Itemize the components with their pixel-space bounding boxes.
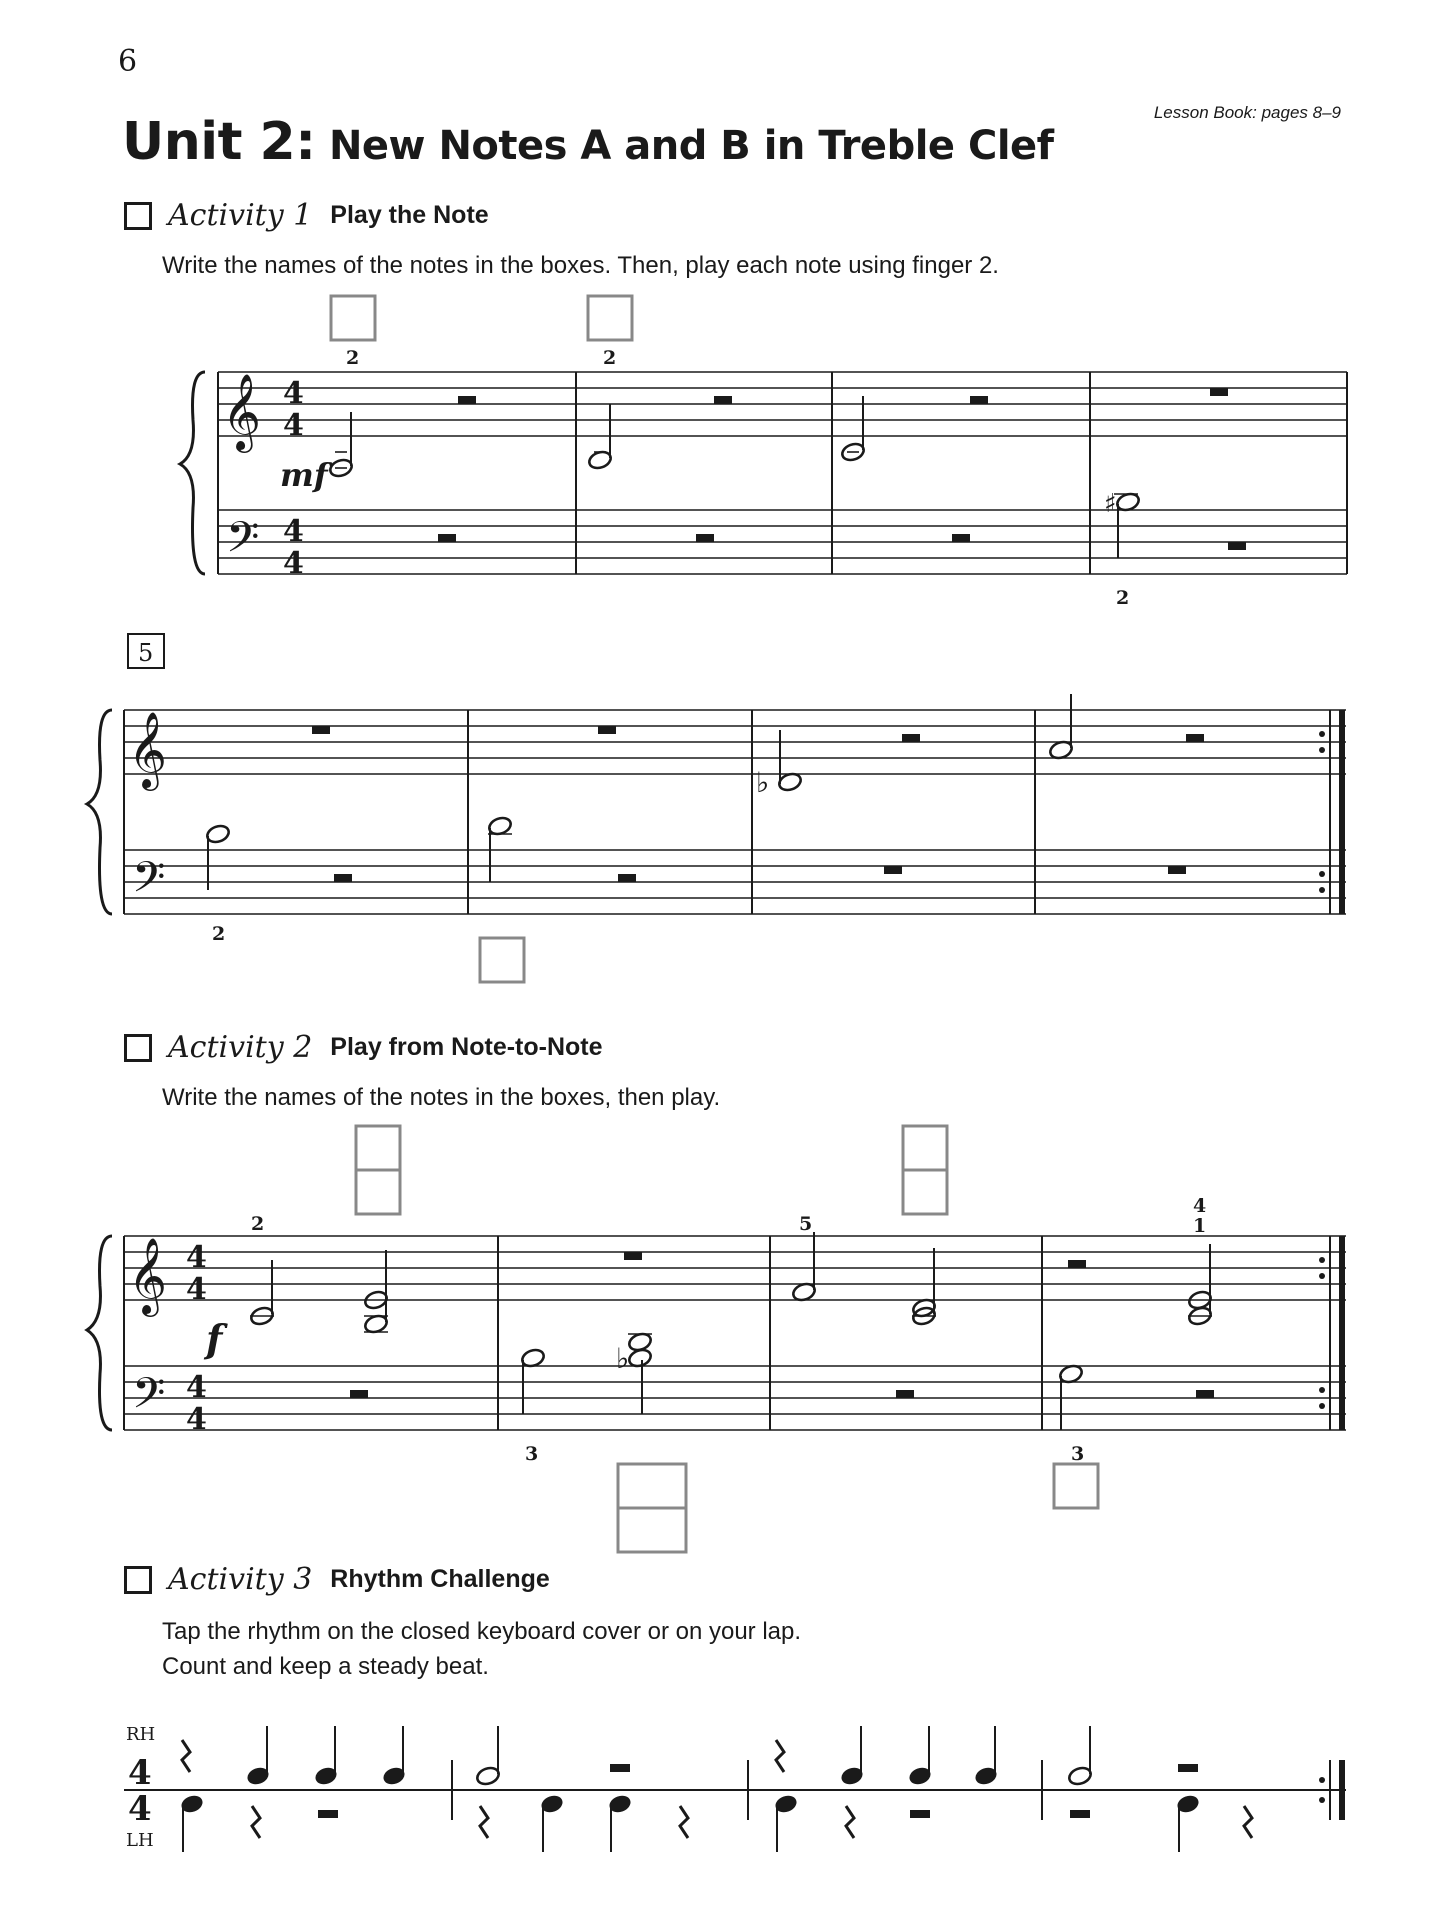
system-2 bbox=[87, 634, 1346, 982]
chord bbox=[911, 1248, 937, 1327]
answer-box[interactable] bbox=[903, 1126, 947, 1170]
treble-clef-icon: 𝄞 bbox=[128, 711, 168, 788]
unit-label: Unit 2: bbox=[122, 112, 316, 172]
svg-text:4: 4 bbox=[1193, 1195, 1207, 1217]
activity-1-instruction: Write the names of the notes in the boxes. Then, play each note using finger 2. bbox=[162, 252, 999, 279]
half-note bbox=[840, 396, 866, 463]
half-note bbox=[328, 412, 354, 479]
answer-box[interactable] bbox=[480, 938, 524, 982]
svg-text:5: 5 bbox=[799, 1213, 813, 1235]
svg-text:4: 4 bbox=[186, 1402, 207, 1437]
treble-staff bbox=[124, 710, 1346, 774]
svg-text:3: 3 bbox=[1071, 1443, 1085, 1465]
svg-text:4: 4 bbox=[186, 1240, 207, 1275]
svg-text:5: 5 bbox=[138, 639, 154, 667]
half-note bbox=[205, 823, 231, 890]
activity-2-label: Activity 2 bbox=[168, 1030, 313, 1065]
bass-clef-icon: 𝄢 bbox=[132, 1369, 166, 1429]
dynamic-marking: f bbox=[206, 1316, 223, 1361]
half-note bbox=[520, 1347, 546, 1414]
answer-box[interactable] bbox=[356, 1170, 400, 1214]
svg-text:2: 2 bbox=[346, 347, 360, 369]
answer-box[interactable] bbox=[331, 296, 375, 340]
unit-title-text: New Notes A and B in Treble Clef bbox=[328, 123, 1054, 169]
bass-staff bbox=[124, 1366, 1346, 1430]
page-number: 6 bbox=[118, 44, 138, 79]
activity-2-instruction: Write the names of the notes in the boxes, then play. bbox=[162, 1084, 721, 1111]
half-note bbox=[1058, 1363, 1084, 1430]
bass-clef-icon: 𝄢 bbox=[132, 853, 166, 913]
half-note bbox=[1048, 694, 1074, 761]
bass-staff bbox=[218, 510, 1347, 574]
activity-3-title: Rhythm Challenge bbox=[330, 1565, 550, 1593]
svg-text:4: 4 bbox=[186, 1370, 207, 1405]
activity-1-title: Play the Note bbox=[330, 201, 489, 229]
treble-staff bbox=[124, 1236, 1346, 1300]
svg-text:2: 2 bbox=[212, 923, 226, 945]
half-note bbox=[756, 730, 803, 799]
sharp-icon: ♯ bbox=[1104, 489, 1117, 519]
half-note bbox=[487, 815, 513, 882]
svg-text:4: 4 bbox=[283, 408, 304, 443]
brace bbox=[87, 1236, 112, 1430]
svg-text:4: 4 bbox=[186, 1272, 207, 1307]
system-1 bbox=[180, 296, 1347, 609]
chord bbox=[1187, 1244, 1213, 1327]
svg-text:4: 4 bbox=[283, 514, 304, 549]
flat-icon: ♭ bbox=[616, 1342, 630, 1375]
svg-text:3: 3 bbox=[525, 1443, 539, 1465]
activity-1-label: Activity 1 bbox=[168, 198, 313, 233]
answer-box[interactable] bbox=[618, 1508, 686, 1552]
chord bbox=[363, 1250, 389, 1335]
lesson-reference: Lesson Book: pages 8–9 bbox=[1153, 103, 1341, 122]
bass-clef-icon: 𝄢 bbox=[226, 513, 260, 573]
svg-text:4: 4 bbox=[128, 1753, 152, 1793]
treble-clef-icon: 𝄞 bbox=[222, 373, 262, 450]
svg-text:2: 2 bbox=[603, 347, 617, 369]
svg-text:4: 4 bbox=[128, 1789, 152, 1829]
svg-text:4: 4 bbox=[283, 546, 304, 581]
right-hand-label: RH bbox=[126, 1724, 156, 1745]
brace bbox=[180, 372, 205, 574]
treble-staff bbox=[218, 372, 1347, 436]
activity-2-title: Play from Note-to-Note bbox=[330, 1033, 603, 1061]
half-note bbox=[587, 404, 613, 471]
bass-staff bbox=[124, 850, 1346, 914]
answer-box[interactable] bbox=[618, 1464, 686, 1508]
instruction-line-1: Tap the rhythm on the closed keyboard cover or on your lap. bbox=[162, 1618, 802, 1645]
half-note bbox=[249, 1260, 275, 1327]
flat-icon: ♭ bbox=[756, 766, 770, 799]
svg-text:4: 4 bbox=[283, 376, 304, 411]
chord bbox=[616, 1331, 653, 1414]
dynamic-marking: mf bbox=[280, 456, 328, 494]
system-4-rhythm bbox=[124, 1724, 1346, 1852]
instruction-line-2: Count and keep a steady beat. bbox=[162, 1653, 489, 1680]
repeat-sign-icon bbox=[1319, 1257, 1325, 1409]
answer-box[interactable] bbox=[588, 296, 632, 340]
brace bbox=[87, 710, 112, 914]
svg-text:2: 2 bbox=[1116, 587, 1130, 609]
activity-3-label: Activity 3 bbox=[168, 1562, 313, 1597]
system-3 bbox=[87, 1126, 1346, 1552]
answer-box[interactable] bbox=[903, 1170, 947, 1214]
half-note bbox=[1104, 489, 1141, 558]
treble-clef-icon: 𝄞 bbox=[128, 1237, 168, 1314]
svg-text:1: 1 bbox=[1193, 1215, 1207, 1237]
answer-box[interactable] bbox=[356, 1126, 400, 1170]
answer-box[interactable] bbox=[1054, 1464, 1098, 1508]
left-hand-label: LH bbox=[126, 1830, 154, 1851]
repeat-sign-icon bbox=[1319, 731, 1325, 893]
svg-text:2: 2 bbox=[251, 1213, 265, 1235]
